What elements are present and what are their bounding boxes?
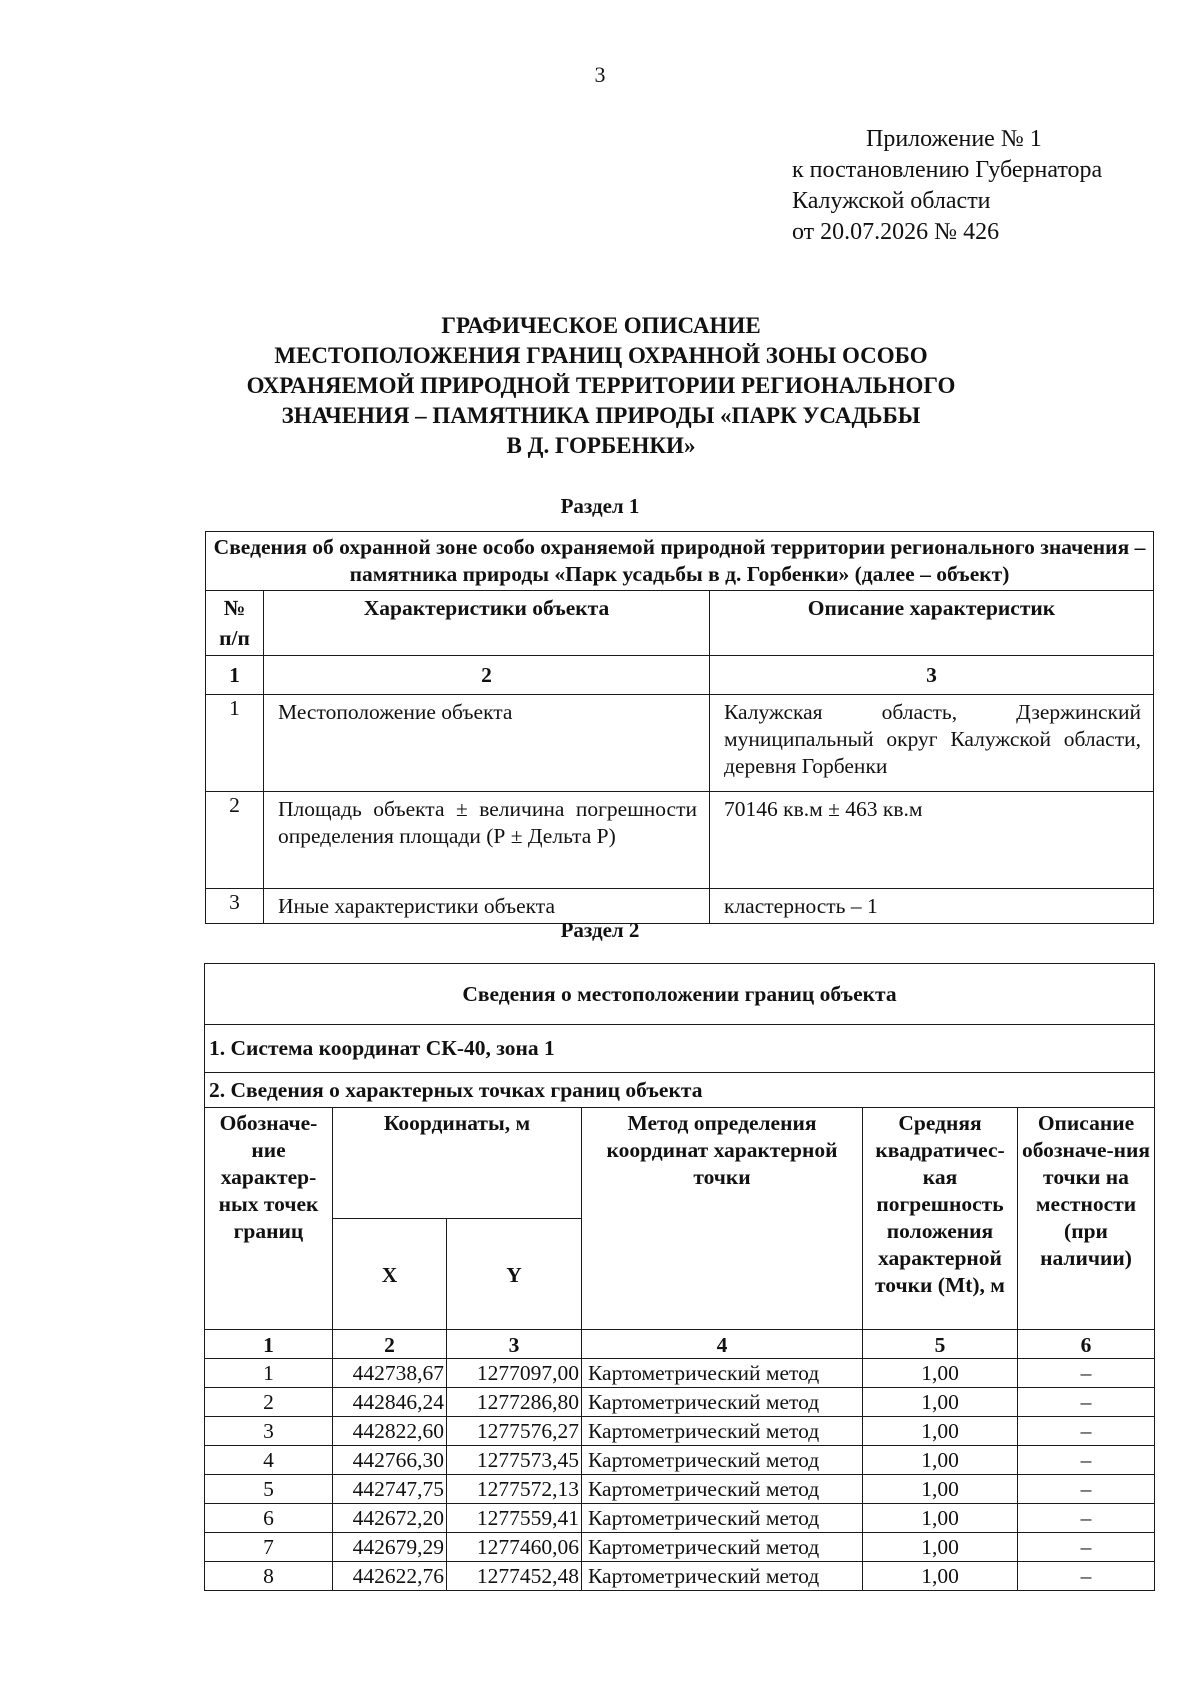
header-method: Метод определения координат характерной точки bbox=[582, 1108, 863, 1330]
coord-y: 1277573,45 bbox=[447, 1446, 582, 1475]
coord-y: 1277576,27 bbox=[447, 1417, 582, 1446]
table-row bbox=[206, 695, 1154, 792]
table-row bbox=[205, 1388, 1155, 1417]
method: Картометрический метод bbox=[582, 1562, 863, 1591]
row-characteristic: Иные характеристики объекта bbox=[264, 889, 710, 924]
header-description: Описание обозначе-ния точки на местности (при наличии) bbox=[1018, 1108, 1155, 1330]
column-number: 3 bbox=[447, 1330, 582, 1359]
point-number: 7 bbox=[205, 1533, 333, 1562]
method: Картометрический метод bbox=[582, 1475, 863, 1504]
mean-error: 1,00 bbox=[863, 1533, 1018, 1562]
appendix-block bbox=[792, 124, 1102, 248]
mean-error: 1,00 bbox=[863, 1475, 1018, 1504]
title-line: В Д. ГОРБЕНКИ» bbox=[506, 433, 696, 458]
table-row bbox=[205, 1533, 1155, 1562]
column-number: 4 bbox=[582, 1330, 863, 1359]
point-number: 1 bbox=[205, 1359, 333, 1388]
mean-error: 1,00 bbox=[863, 1388, 1018, 1417]
appendix-date: от 20.07.2026 № 426 bbox=[792, 219, 1000, 245]
mean-error: 1,00 bbox=[863, 1562, 1018, 1591]
title-line: ГРАФИЧЕСКОЕ ОПИСАНИЕ bbox=[441, 313, 761, 338]
point-description: – bbox=[1018, 1417, 1155, 1446]
table-row bbox=[205, 1562, 1155, 1591]
coord-y: 1277286,80 bbox=[447, 1388, 582, 1417]
object-info-table bbox=[205, 531, 1154, 924]
row-number: 3 bbox=[206, 889, 264, 924]
point-number: 8 bbox=[205, 1562, 333, 1591]
row-value: 70146 кв.м ± 463 кв.м bbox=[710, 792, 1154, 889]
header-number-line2: п/п bbox=[219, 626, 250, 650]
row-number: 2 bbox=[206, 792, 264, 889]
coord-x: 442822,60 bbox=[333, 1417, 447, 1446]
column-number: 1 bbox=[205, 1330, 333, 1359]
column-number: 2 bbox=[264, 656, 710, 695]
mean-error: 1,00 bbox=[863, 1417, 1018, 1446]
point-description: – bbox=[1018, 1533, 1155, 1562]
point-number: 4 bbox=[205, 1446, 333, 1475]
coord-x: 442672,20 bbox=[333, 1504, 447, 1533]
appendix-number: Приложение № 1 bbox=[866, 126, 1042, 152]
header-y: Y bbox=[447, 1219, 582, 1330]
appendix-decree: к постановлению Губернатора bbox=[792, 157, 1103, 183]
appendix-region: Калужской области bbox=[792, 188, 991, 214]
header-designation: Обозначе-ние характер-ных точек границ bbox=[205, 1108, 333, 1330]
point-description: – bbox=[1018, 1562, 1155, 1591]
coord-y: 1277572,13 bbox=[447, 1475, 582, 1504]
coord-x: 442679,29 bbox=[333, 1533, 447, 1562]
method: Картометрический метод bbox=[582, 1533, 863, 1562]
coord-x: 442846,24 bbox=[333, 1388, 447, 1417]
point-number: 6 bbox=[205, 1504, 333, 1533]
header-error: Средняя квадратичес-кая погрешность положения характерной точки (Mt), м bbox=[863, 1108, 1018, 1330]
row-characteristic: Местоположение объекта bbox=[264, 695, 710, 792]
points-title: 2. Сведения о характерных точках границ объекта bbox=[205, 1073, 1155, 1108]
table-row bbox=[205, 1504, 1155, 1533]
row-value: кластерность – 1 bbox=[710, 889, 1154, 924]
document-title bbox=[160, 311, 1042, 461]
coord-x: 442622,76 bbox=[333, 1562, 447, 1591]
point-number: 5 bbox=[205, 1475, 333, 1504]
coord-x: 442766,30 bbox=[333, 1446, 447, 1475]
method: Картометрический метод bbox=[582, 1359, 863, 1388]
coord-y: 1277559,41 bbox=[447, 1504, 582, 1533]
title-line: МЕСТОПОЛОЖЕНИЯ ГРАНИЦ ОХРАННОЙ ЗОНЫ ОСОБО bbox=[274, 343, 928, 368]
point-description: – bbox=[1018, 1446, 1155, 1475]
table-row bbox=[205, 1475, 1155, 1504]
coord-x: 442747,75 bbox=[333, 1475, 447, 1504]
method: Картометрический метод bbox=[582, 1388, 863, 1417]
column-number: 5 bbox=[863, 1330, 1018, 1359]
point-description: – bbox=[1018, 1504, 1155, 1533]
row-value: Калужская область, Дзержинский муниципальный округ Калужской области, деревня Горбенки bbox=[710, 695, 1154, 792]
header-coordinates: Координаты, м bbox=[333, 1108, 582, 1219]
point-number: 2 bbox=[205, 1388, 333, 1417]
boundary-points-table bbox=[204, 963, 1155, 1591]
header-characteristics: Характеристики объекта bbox=[264, 591, 710, 656]
point-number: 3 bbox=[205, 1417, 333, 1446]
method: Картометрический метод bbox=[582, 1446, 863, 1475]
header-description: Описание характеристик bbox=[710, 591, 1154, 656]
column-number: 3 bbox=[710, 656, 1154, 695]
coord-y: 1277452,48 bbox=[447, 1562, 582, 1591]
coord-y: 1277460,06 bbox=[447, 1533, 582, 1562]
method: Картометрический метод bbox=[582, 1417, 863, 1446]
header-number-line1: № bbox=[223, 596, 246, 620]
section1-title: Раздел 1 bbox=[560, 494, 640, 518]
point-description: – bbox=[1018, 1359, 1155, 1388]
title-line: ОХРАНЯЕМОЙ ПРИРОДНОЙ ТЕРРИТОРИИ РЕГИОНАЛЬНОГО bbox=[246, 373, 956, 398]
table-row bbox=[206, 792, 1154, 889]
table-row bbox=[205, 1417, 1155, 1446]
table-caption: Сведения об охранной зоне особо охраняемой природной территории регионального значения – памятника природы «Парк усадьбы в д. Горбенки» (далее – объект) bbox=[206, 532, 1154, 591]
point-description: – bbox=[1018, 1475, 1155, 1504]
header-x: X bbox=[333, 1219, 447, 1330]
mean-error: 1,00 bbox=[863, 1446, 1018, 1475]
column-number: 2 bbox=[333, 1330, 447, 1359]
table-caption: Сведения о местоположении границ объекта bbox=[205, 964, 1155, 1025]
coord-x: 442738,67 bbox=[333, 1359, 447, 1388]
row-number: 1 bbox=[206, 695, 264, 792]
mean-error: 1,00 bbox=[863, 1504, 1018, 1533]
method: Картометрический метод bbox=[582, 1504, 863, 1533]
page-number: 3 bbox=[594, 62, 606, 87]
mean-error: 1,00 bbox=[863, 1359, 1018, 1388]
section2-title: Раздел 2 bbox=[560, 918, 640, 942]
title-line: ЗНАЧЕНИЯ – ПАМЯТНИКА ПРИРОДЫ «ПАРК УСАДЬБЫ bbox=[281, 403, 921, 428]
coordinate-system: 1. Система координат СК-40, зона 1 bbox=[205, 1025, 1155, 1073]
table-row bbox=[205, 1359, 1155, 1388]
point-description: – bbox=[1018, 1388, 1155, 1417]
column-number: 6 bbox=[1018, 1330, 1155, 1359]
coord-y: 1277097,00 bbox=[447, 1359, 582, 1388]
column-number: 1 bbox=[206, 656, 264, 695]
table-row bbox=[205, 1446, 1155, 1475]
row-characteristic: Площадь объекта ± величина погрешности определения площади (Р ± Дельта Р) bbox=[264, 792, 710, 889]
header-number bbox=[206, 591, 264, 656]
